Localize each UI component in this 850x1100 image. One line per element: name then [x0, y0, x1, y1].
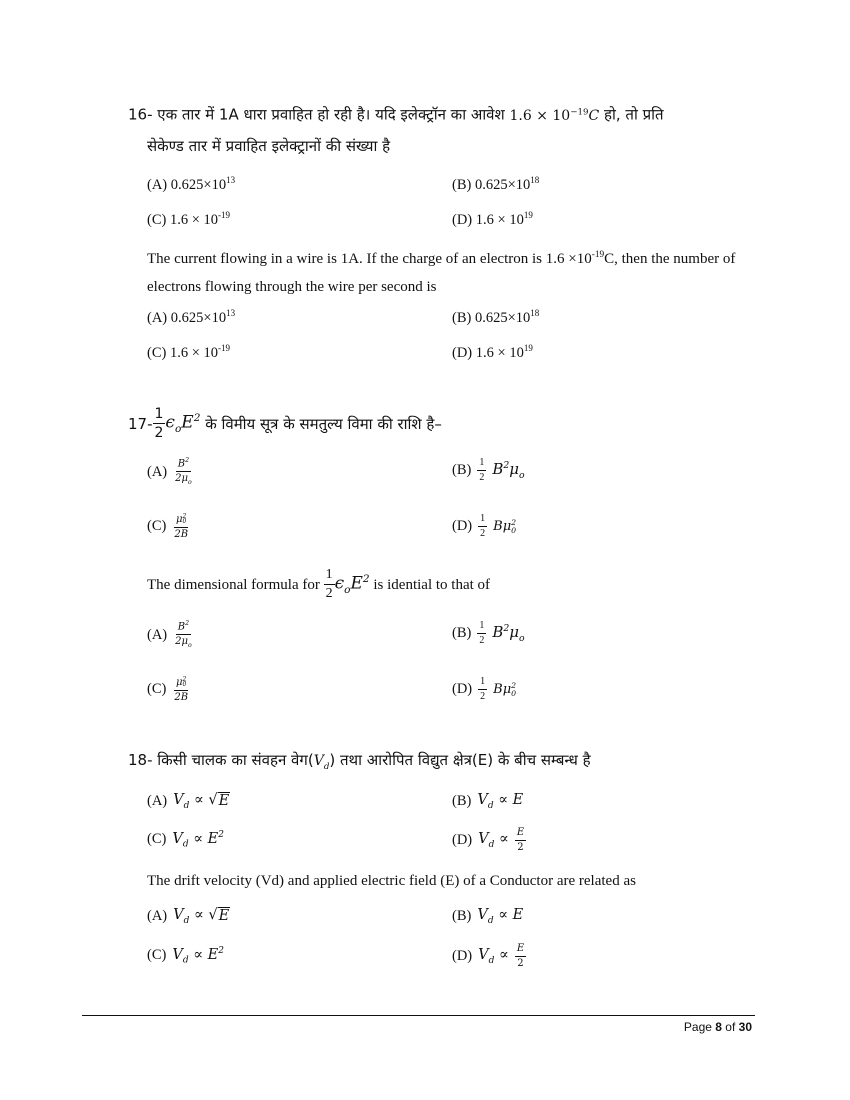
q18-hindi: 18- किसी चालक का संवहन $वेग(V_d)$ तथा आरोपित विद्युत क्षेत्र(E) के बीच सम्बन्ध है — [128, 751, 591, 772]
q16-option-b[interactable]: (B) $0.625\times 10^{18}$ — [452, 175, 540, 193]
q16-option-d[interactable]: (D) $1.6 \times 10^{19}$ — [452, 210, 533, 228]
q17-option-b[interactable]: (B) $\frac{1}{2}$ $B^2\mu_o$ — [452, 457, 525, 483]
q17-formula-fraction: $\frac{1}{2}$ — [154, 406, 164, 442]
q17-option-a[interactable]: (A) $\frac{B^2}{2\mu_o}$ — [147, 457, 192, 487]
q16-option-c[interactable]: (C) $1.6 \times 10^{-19}$ — [147, 210, 231, 228]
q18-en-option-b[interactable]: (B) $V_d \propto E$ — [452, 907, 524, 926]
q16-option-a[interactable]: (A) $0.625\times 10^{13}$ — [147, 175, 236, 193]
q16-en-option-b[interactable]: (B) $0.625\times 10^{18}$ — [452, 308, 540, 326]
q16-en-option-c[interactable]: (C) $1.6 \times 10^{-19}$ — [147, 343, 231, 361]
q18-option-a[interactable]: (A) $V_d$ ∝ √ E — [147, 792, 230, 811]
q17-en-option-a[interactable]: (A) $\frac{B^2}{2\mu_o}$ — [147, 620, 192, 650]
q18-option-c[interactable]: (C) $V_d \propto E^2$ — [147, 830, 224, 850]
q18-en-option-d[interactable]: (D) $V_d$ ∝ $\frac{E}{2}$ — [452, 943, 525, 969]
q17-en-option-b[interactable]: (B) $\frac{1}{2}$ $B^2\mu_o$ — [452, 620, 525, 646]
q18-en-option-a[interactable]: (A) $V_d$ ∝ √ E — [147, 907, 230, 926]
q16-hindi: 16- एक तार में 1A धारा प्रवाहित हो रही है। यदि इलेक्ट्रॉन का आवेश $1.6 \times 10^{-19}C$ हो, तो प्रति सेकेण्ड तार में प्रवाहित इलेक्ट्रानों की संख्या है — [128, 97, 758, 161]
q16-hindi-line2: सेकेण्ड तार में प्रवाहित इलेक्ट्रानों की संख्या है — [147, 136, 391, 155]
q18-option-d[interactable]: (D) $V_d$ ∝ $\frac{E}{2}$ — [452, 827, 525, 853]
q17-hindi: 17- $\frac{1}{2}$ $\epsilon_oE^2$ के विमीय सूत्र के समतुल्य विमा की राशि है– — [128, 403, 758, 444]
footer-divider — [82, 1015, 755, 1016]
q18-option-b[interactable]: (B) $V_d \propto E$ — [452, 792, 524, 811]
q16-hindi-charge: $1.6 \times 10^{-19}C$ — [509, 107, 600, 124]
q18-english: The drift velocity (Vd) and applied electric field (E) of a Conductor are related as — [147, 873, 636, 889]
q17-en-option-c[interactable]: (C) μ 2 0 2B — [147, 676, 189, 703]
q16-en-option-d[interactable]: (D) $1.6 \times 10^{19}$ — [452, 343, 533, 361]
q17-formula: $\epsilon_oE^2$ — [165, 412, 201, 436]
q17-english: The dimensional formula for $\frac{1}{2}$ $\epsilon_oE^2$ is idential to that of — [147, 567, 491, 602]
page-number: Page 8 of 30 — [683, 1020, 752, 1034]
q16-english: The current flowing in a wire is 1A. If the charge of an electron is $1.6 \times 10^{-19}C$, then the number of electrons flowing through the wire per second is — [147, 250, 736, 295]
q17-option-d[interactable]: (D) $\frac{1}{2}$ Bμ 2 0 — [452, 513, 517, 539]
q16-en-option-a[interactable]: (A) $0.625\times 10^{13}$ — [147, 308, 236, 326]
q18-en-option-c[interactable]: (C) $V_d \propto E^2$ — [147, 946, 224, 966]
q17-en-option-d[interactable]: (D) $\frac{1}{2}$ Bμ 2 0 — [452, 676, 517, 702]
q16-hindi-line1: 16- एक तार में 1A धारा प्रवाहित हो रही है। यदि इलेक्ट्रॉन का आवेश — [128, 105, 510, 124]
q17-option-c[interactable]: (C) μ 2 0 2B — [147, 513, 189, 540]
